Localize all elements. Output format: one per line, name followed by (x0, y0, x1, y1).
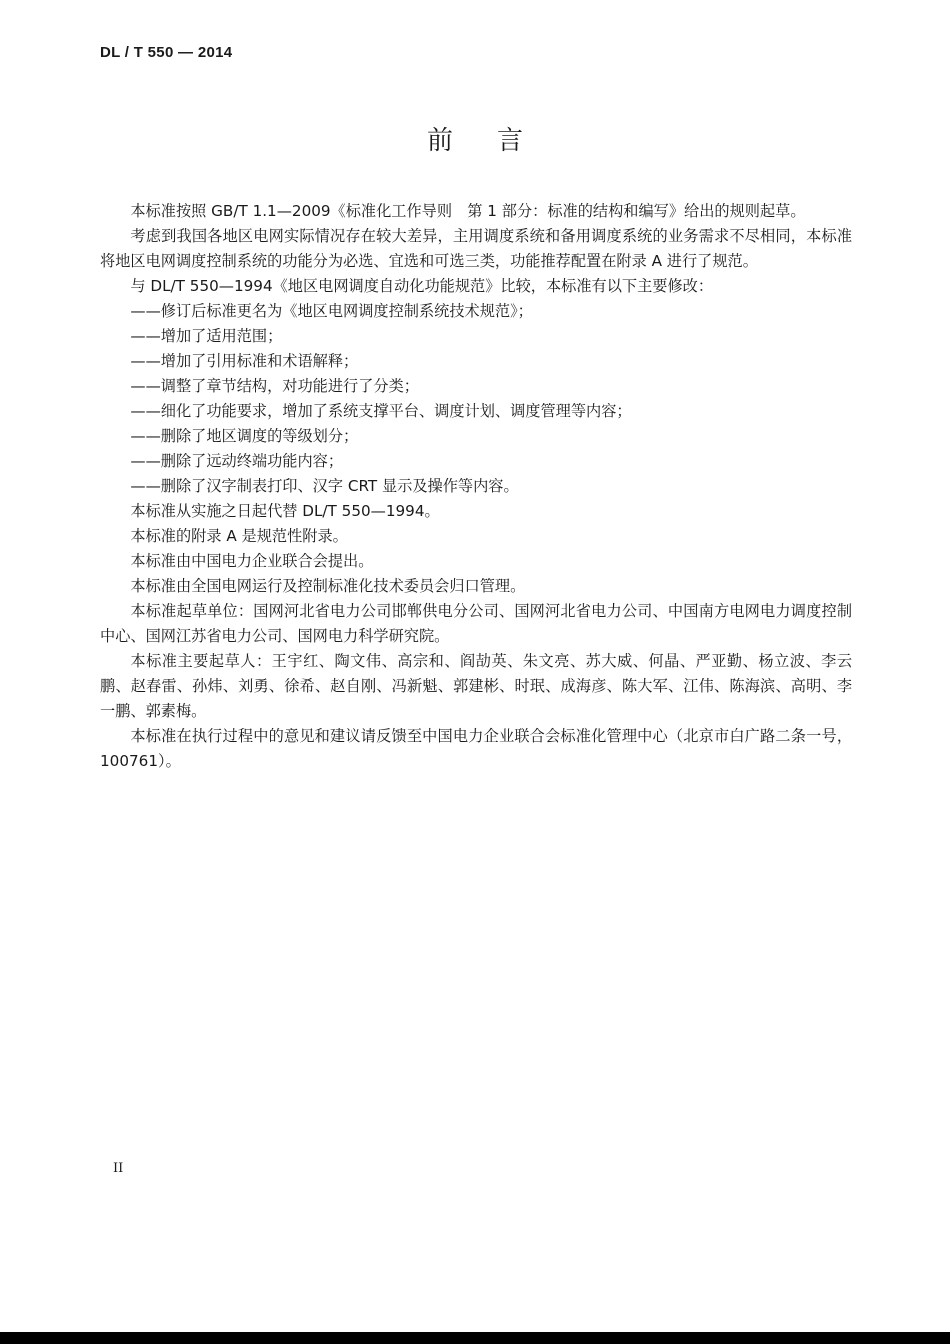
paragraph-managed-by: 本标准由全国电网运行及控制标准化技术委员会归口管理。 (130, 577, 526, 595)
standard-code-header: DL / T 550 — 2014 (100, 44, 233, 61)
foreword-body (100, 199, 852, 774)
change-item-requirements: ——细化了功能要求，增加了系统支撑平台、调度计划、调度管理等内容； (130, 402, 632, 420)
page-number: II (113, 1161, 124, 1176)
change-item-references: ——增加了引用标准和术语解释； (130, 352, 359, 370)
paragraph-drafting-units: 本标准起草单位：国网河北省电力公司邯郸供电分公司、国网河北省电力公司、中国南方电网电力调度控制中心、国网江苏省电力公司、国网电力科学研究院。 (100, 602, 852, 645)
bottom-border (0, 1332, 950, 1344)
paragraph-annex: 本标准的附录 A 是规范性附录。 (130, 527, 348, 545)
paragraph-proposed-by: 本标准由中国电力企业联合会提出。 (130, 552, 374, 570)
change-item-scope: ——增加了适用范围； (130, 327, 283, 345)
paragraph-drafters: 本标准主要起草人：王宇红、陶文伟、高宗和、阎劼英、朱文亮、苏大威、何晶、严亚勤、杨立波、李云鹏、赵春雷、孙炜、刘勇、徐希、赵自刚、冯新魁、郭建彬、时珉、成海彦、陈大军、江伟、陈海滨、高明、李一鹏、郭素梅。 (100, 652, 852, 720)
change-item-crt: ——删除了汉字制表打印、汉字 CRT 显示及操作等内容。 (130, 477, 519, 495)
change-item-rtu: ——删除了远动终端功能内容； (130, 452, 344, 470)
change-item-rename: ——修订后标准更名为《地区电网调度控制系统技术规范》； (130, 302, 533, 320)
paragraph-comparison-intro: 与 DL/T 550—1994《地区电网调度自动化功能规范》比较，本标准有以下主要修改： (130, 277, 714, 295)
change-item-structure: ——调整了章节结构，对功能进行了分类； (130, 377, 419, 395)
paragraph-replaces: 本标准从实施之日起代替 DL/T 550—1994。 (130, 502, 440, 520)
change-item-grading: ——删除了地区调度的等级划分； (130, 427, 359, 445)
paragraph-function-classes: 考虑到我国各地区电网实际情况存在较大差异，主用调度系统和备用调度系统的业务需求不尽相同，本标准将地区电网调度控制系统的功能分为必选、宜选和可选三类，功能推荐配置在附录 A 进行了规范。 (100, 227, 852, 270)
paragraph-feedback: 本标准在执行过程中的意见和建议请反馈至中国电力企业联合会标准化管理中心（北京市白广路二条一号，100761）。 (100, 727, 852, 770)
page-title: 前言 (426, 126, 567, 156)
paragraph-drafting-rules: 本标准按照 GB/T 1.1—2009《标准化工作导则 第 1 部分：标准的结构和编写》给出的规则起草。 (130, 202, 806, 220)
